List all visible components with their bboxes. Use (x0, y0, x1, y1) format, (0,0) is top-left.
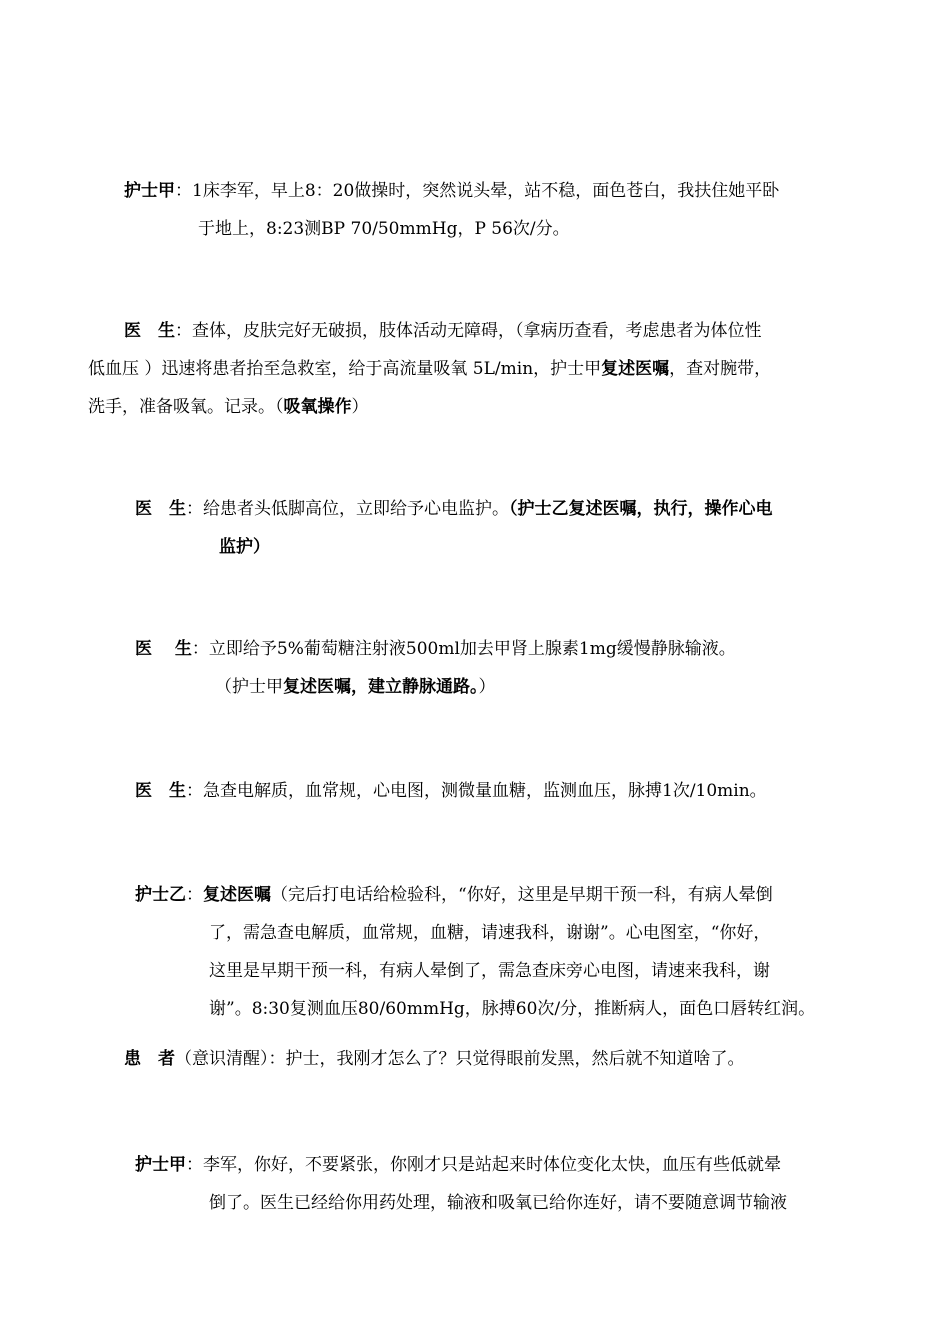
text: 查体，皮肤完好无破损，肢体活动无障碍，（拿病历查看，考虑患者为体位性 (192, 321, 762, 341)
text: 立即给予5%葡萄糖注射液500ml加去甲肾上腺素1mg缓慢静脉输液。 (208, 639, 736, 659)
text-bold: 复述医嘱 (601, 359, 670, 379)
text: （完后打电话给检验科，“你好，这里是早期干预一科，有病人晕倒 (271, 885, 773, 905)
speaker-label: 患 者 (124, 1049, 175, 1069)
line (135, 952, 815, 990)
colon: ： (186, 885, 203, 905)
colon: ： (175, 321, 192, 341)
text: 1床李军，早上8：20做操时，突然说头晕，站不稳，面色苍白，我扶住她平卧 (192, 181, 780, 201)
colon: ： (186, 499, 203, 519)
dialogue-nurse-a-2 (135, 1146, 787, 1222)
line (135, 914, 815, 952)
colon: ： (186, 1155, 203, 1175)
dialogue-doctor-1 (88, 312, 771, 426)
text: 了，需急查电解质，血常规，血糖，请速我科，谢谢”。心电图室，“你好， (209, 923, 771, 943)
line (135, 528, 773, 566)
line (88, 312, 771, 350)
dialogue-doctor-4 (135, 772, 767, 810)
line (135, 1146, 787, 1184)
speaker-label: 护士乙 (135, 885, 186, 905)
text: 倒了。医生已经给你用药处理，输液和吸氧已给你连好，请不要随意调节输液 (209, 1193, 787, 1213)
line (135, 876, 815, 914)
text-bold: 吸氧操作 (283, 397, 352, 417)
line (135, 490, 773, 528)
text: 洗手，准备吸氧。记录。（ (88, 397, 284, 417)
colon: ： (191, 639, 209, 659)
speaker-label: 医 生 (135, 781, 186, 801)
text: （护士甲 (215, 677, 283, 697)
text: 于地上，8:23测BP 70/50mmHg，P 56次/分。 (198, 219, 570, 239)
dialogue-doctor-3 (135, 630, 736, 706)
text-bold: （护士乙复述医嘱，执行，操作心电 (509, 499, 773, 519)
line (88, 350, 771, 388)
text: （意识清醒）：护士，我刚才怎么了？只觉得眼前发黑，然后就不知道啥了。 (175, 1049, 745, 1069)
line (135, 990, 815, 1028)
text-bold: 复述医嘱，建立静脉通路。 (283, 677, 479, 697)
text: 给患者头低脚高位，立即给予心电监护。 (203, 499, 509, 519)
text: 低血压 ）迅速将患者抬至急救室，给于高流量吸氧 5L/min，护士甲 (88, 359, 602, 379)
text: ，查对腕带， (669, 359, 772, 379)
dialogue-nurse-b-1 (135, 876, 815, 1028)
speaker-label: 护士甲 (124, 181, 175, 201)
speaker-label: 医 生 (135, 639, 192, 659)
line (124, 1040, 745, 1078)
speaker-label: 医 生 (124, 321, 175, 341)
speaker-label: 医 生 (135, 499, 186, 519)
colon: ： (175, 181, 192, 201)
line (135, 772, 767, 810)
line (88, 388, 771, 426)
line (135, 1184, 787, 1222)
line (124, 172, 779, 210)
text: 李军，你好，不要紧张，你刚才只是站起来时体位变化太快，血压有些低就晕 (203, 1155, 781, 1175)
line (135, 630, 736, 668)
dialogue-patient-1 (124, 1040, 745, 1078)
line (124, 210, 779, 248)
text: 谢”。8:30复测血压80/60mmHg，脉搏60次/分，推断病人，面色口唇转红润。 (209, 999, 816, 1019)
text: ） (478, 677, 496, 697)
text: ） (351, 397, 369, 417)
line (135, 668, 736, 706)
text: 这里是早期干预一科，有病人晕倒了，需急查床旁心电图，请速来我科，谢 (209, 961, 770, 981)
speaker-label: 护士甲 (135, 1155, 186, 1175)
text: 急查电解质，血常规，心电图，测微量血糖，监测血压，脉搏1次/10min。 (203, 781, 767, 801)
dialogue-doctor-2 (135, 490, 773, 566)
colon: ： (186, 781, 203, 801)
text-bold: 复述医嘱 (203, 885, 271, 905)
text-bold: 监护） (219, 537, 270, 557)
dialogue-nurse-a-1 (124, 172, 779, 248)
